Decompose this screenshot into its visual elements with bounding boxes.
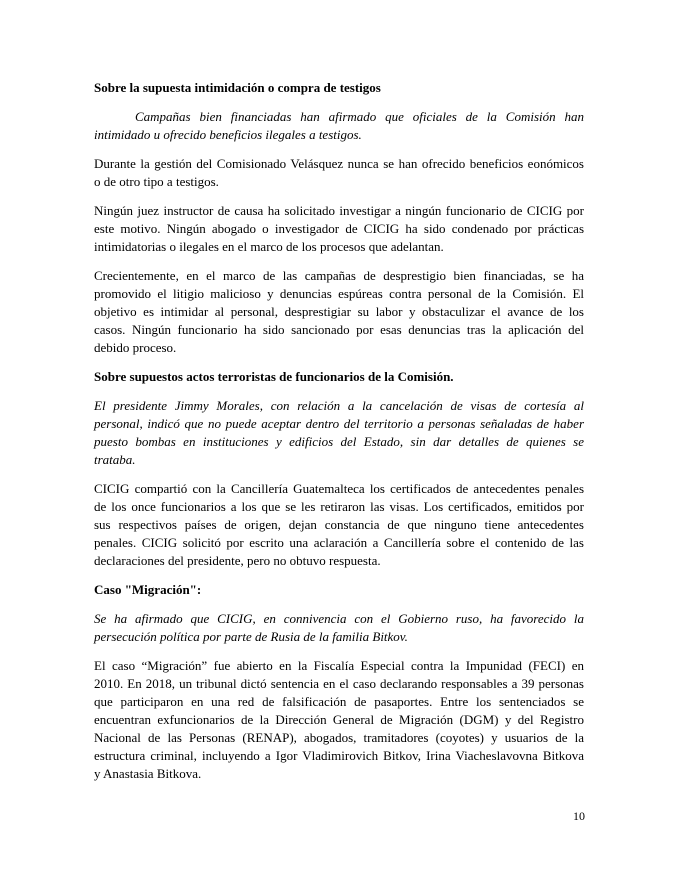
text-line: intimidado u ofrecido beneficios ilegales a testigos. xyxy=(94,127,362,142)
text-line: Crecientemente, en el marco de las campañas de desprestigio bien financiadas, se ha xyxy=(94,268,584,283)
text-line: Sobre supuestos actos terroristas de funcionarios de la Comisión. xyxy=(94,369,454,384)
text-line: trataba. xyxy=(94,452,136,467)
page-number: 10 xyxy=(573,809,585,823)
text-line: declaraciones del presidente, pero no obtuvo respuesta. xyxy=(94,553,381,568)
para-certificados xyxy=(94,480,584,570)
text-line: CICIG compartió con la Cancillería Guatemalteca los certificados de antecedentes penales xyxy=(94,481,584,496)
para-caso-migracion xyxy=(94,657,584,783)
text-line: sus respectivos países de origen, dejan constancia de que ninguno tiene antecedentes xyxy=(94,517,584,532)
text-line: intimidatorias o ilegales en el marco de los procesos que adelantan. xyxy=(94,239,444,254)
page-body xyxy=(94,79,584,794)
text-line: promovido el litigio malicioso y denuncias espúreas contra personal de la Comisión. El xyxy=(94,286,584,301)
text-line: 2010. En 2018, un tribunal dictó sentencia en el caso declarando responsables a 39 personas xyxy=(94,676,584,691)
para-velasquez xyxy=(94,155,584,191)
para-juez-instructor xyxy=(94,202,584,256)
text-line: Durante la gestión del Comisionado Velásquez nunca se han ofrecido beneficios eonómicos xyxy=(94,156,584,171)
text-line: encuentran exfuncionarios de la Dirección General de Migración (DGM) y del Registro xyxy=(94,712,584,727)
text-line: Sobre la supuesta intimidación o compra de testigos xyxy=(94,80,381,95)
text-line: Caso "Migración": xyxy=(94,582,202,597)
text-line: de los once funcionarios a los que se les retiraron las visas. Los certificados, emitidos por xyxy=(94,499,584,514)
claim-bitkov xyxy=(94,610,584,646)
text-line: y Anastasia Bitkova. xyxy=(94,766,202,781)
text-line: debido proceso. xyxy=(94,340,177,355)
text-line: Campañas bien financiadas han afirmado que oficiales de la Comisión han xyxy=(135,109,584,124)
text-line: Nacional de las Personas (RENAP), abogados, tramitadores (coyotes) y usuarios de la xyxy=(94,730,584,745)
heading-intimidacion xyxy=(94,79,584,97)
text-line: Se ha afirmado que CICIG, en connivencia con el Gobierno ruso, ha favorecido la xyxy=(94,611,584,626)
claim-intimidacion xyxy=(94,108,584,144)
text-line: Ningún juez instructor de causa ha solicitado investigar a ningún funcionario de CICIG por xyxy=(94,203,584,218)
text-line: El caso “Migración” fue abierto en la Fiscalía Especial contra la Impunidad (FECI) en xyxy=(94,658,584,673)
text-line: casos. Ningún funcionario ha sido sancionado por esas denuncias tras la aplicación del xyxy=(94,322,584,337)
text-line: objetivo es intimidar al personal, desprestigiar su labor y obstaculizar el avance de los xyxy=(94,304,584,319)
claim-jimmy-morales xyxy=(94,397,584,469)
para-litigio-malicioso xyxy=(94,267,584,357)
text-line: estructura criminal, incluyendo a Igor Vladimirovich Bitkov, Irina Viacheslavovna Bitkova xyxy=(94,748,584,763)
heading-terroristas xyxy=(94,368,584,386)
text-line: penales. CICIG solicitó por escrito una aclaración a Cancillería sobre el contenido de las xyxy=(94,535,584,550)
heading-migracion xyxy=(94,581,584,599)
text-line: este motivo. Ningún abogado o investigador de CICIG ha sido condenado por prácticas xyxy=(94,221,584,236)
text-line: persecución política por parte de Rusia de la familia Bitkov. xyxy=(94,629,408,644)
text-line: puesto bombas en instituciones y edificios del Estado, sin dar detalles de quienes se xyxy=(94,434,584,449)
text-line: personal, indicó que no puede aceptar dentro del territorio a personas señaladas de haber xyxy=(94,416,584,431)
text-line: que participaron en una red de falsificación de pasaportes. Entre los sentenciados se xyxy=(94,694,584,709)
text-line: o de otro tipo a testigos. xyxy=(94,174,219,189)
text-line: El presidente Jimmy Morales, con relación a la cancelación de visas de cortesía al xyxy=(94,398,584,413)
